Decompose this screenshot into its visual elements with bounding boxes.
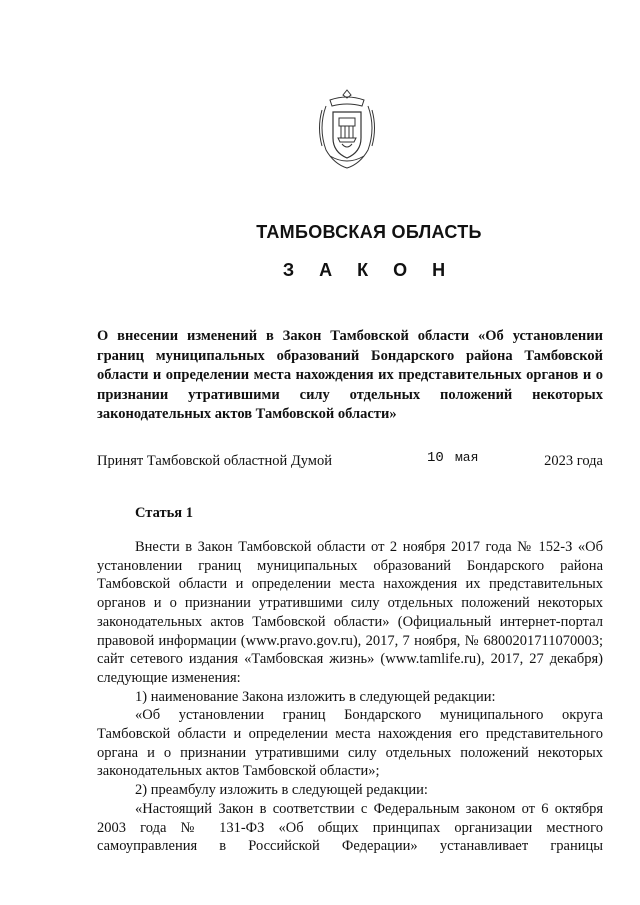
paragraph: «Об установлении границ Бондарского муниципального округа Тамбовской области и определении места нахождения его представительного органа и о признании утратившими силу отдельных положений некоторых законодательных актов Тамбовской области»; <box>97 707 603 780</box>
article-heading: Статья 1 <box>135 505 193 521</box>
adoption-line <box>97 451 603 471</box>
adoption-label: Принят Тамбовской областной Думой <box>97 453 332 469</box>
coat-of-arms-icon <box>316 86 378 172</box>
law-title: О внесении изменений в Закон Тамбовской области «Об установлении границ муниципальных образований Бондарского района Тамбовской области и определении места нахождения их представительных органов и о признании утратившими силу отдельных положений некоторых законодательных актов Тамбовской области» <box>97 328 603 422</box>
paragraph: Внести в Закон Тамбовской области от 2 ноября 2017 года № 152-З «Об установлении границ муниципальных образований Бондарского района Тамбовской области и определении места нахождения их представительных органов и о признании утратившими силу отдельных положений некоторых законодательных актов Тамбовской области» (Официальный интернет-портал правовой информации (www.pravo.gov.ru), 2017, 7 ноября, № 6800201711070003; сайт сетевого издания «Тамбовская жизнь» (www.tamlife.ru), 2017, 27 декабря) следующие изменения: <box>97 539 603 686</box>
adoption-year: 2023 года <box>544 453 603 469</box>
article-body <box>97 538 603 856</box>
document-type: З А К О Н <box>282 260 456 280</box>
paragraph: «Настоящий Закон в соответствии с Федеральным законом от 6 октября 2003 года № 131-ФЗ «Об общих принципах организации местного самоуправления в Российской Федерации» устанавливает границы <box>97 800 603 855</box>
adoption-month: мая <box>455 450 479 465</box>
adoption-day: 10 <box>427 450 444 466</box>
region-name: ТАМБОВСКАЯ ОБЛАСТЬ <box>256 222 482 242</box>
paragraph: 1) наименование Закона изложить в следующей редакции: <box>135 688 496 705</box>
paragraph: 2) преамбулу изложить в следующей редакции: <box>135 782 428 799</box>
